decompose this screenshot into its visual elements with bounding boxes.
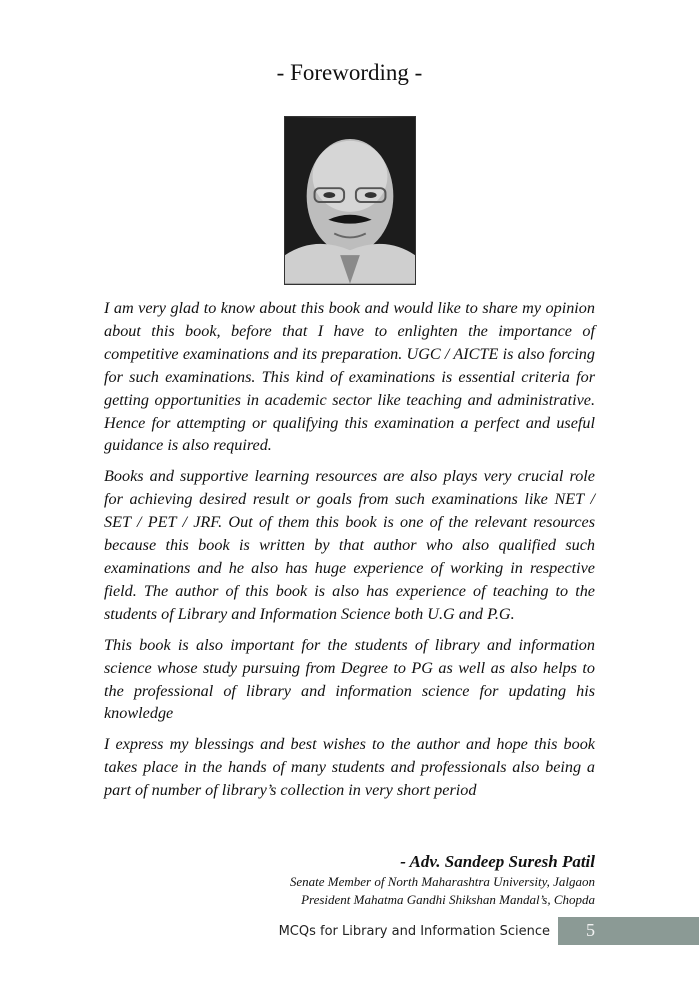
- signatory-role: President Mahatma Gandhi Shikshan Mandal’s, Chopda: [301, 892, 595, 907]
- signature-block: [290, 851, 595, 909]
- paragraph: Books and supportive learning resources are also plays very crucial role for achieving desired result or goals from such examinations like NET / SET / PET / JRF. Out of them this book is one of the relevant resources because this book is written by that author who also qualified such examinations and he also has huge experience of working in respective field. The author of this book is also has experience of teaching to the students of Library and Information Science both U.G and P.G.: [104, 467, 595, 623]
- portrait-image-icon: [285, 117, 415, 284]
- paragraph: I am very glad to know about this book and would like to share my opinion about this book, before that I have to enlighten the importance of competitive examinations and its preparation. UGC / AICTE is also forcing for such examinations. This kind of examinations is essential criteria for getting opportunities in academic sector like teaching and administrative. Hence for attempting or qualifying this examination a perfect and useful guidance is also required.: [104, 299, 595, 455]
- paragraph: I express my blessings and best wishes to the author and hope this book takes place in the hands of many students and professionals also being a part of number of library’s collection in very short period: [104, 735, 595, 800]
- author-portrait-photo: [284, 116, 416, 285]
- foreword-body: [104, 297, 595, 810]
- footer-book-title: MCQs for Library and Information Science: [278, 924, 550, 939]
- signatory-role: Senate Member of North Maharashtra University, Jalgaon: [289, 874, 595, 889]
- paragraph: This book is also important for the students of library and information science whose study pursuing from Degree to PG as well as also helps to the professional of library and information science for updating his knowledge: [104, 635, 595, 723]
- page-title: - Forewording -: [276, 60, 423, 85]
- page-number-box: [558, 917, 699, 945]
- page-number: 5: [586, 920, 595, 940]
- signatory-name: - Adv. Sandeep Suresh Patil: [400, 852, 595, 871]
